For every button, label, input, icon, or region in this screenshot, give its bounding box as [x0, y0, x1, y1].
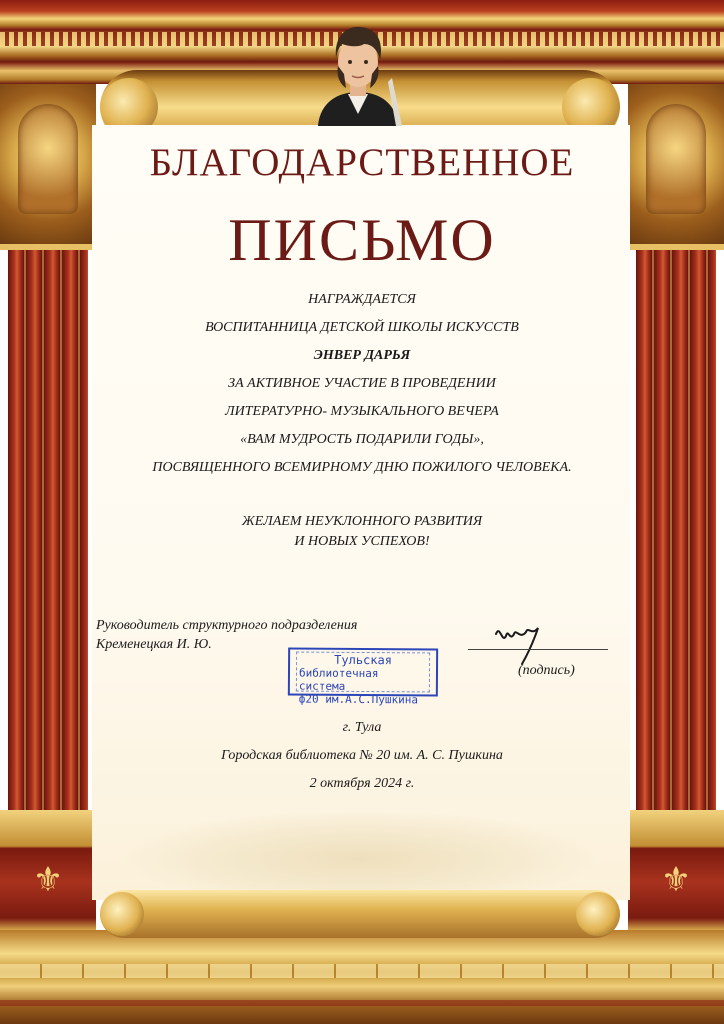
- left-column-shaft: [8, 250, 88, 810]
- left-column-capital: [0, 84, 96, 250]
- stamp-line-2: библиотечная система: [298, 666, 379, 693]
- title-line-2: ПИСЬМО: [228, 207, 496, 273]
- frame-bottom-base: [0, 930, 724, 1024]
- recipient-role: ВОСПИТАННИЦА ДЕТСКОЙ ШКОЛЫ ИСКУССТВ: [205, 320, 519, 335]
- left-column: [0, 84, 96, 934]
- parchment-ornament: [120, 810, 600, 890]
- library-name: Городская библиотека № 20 им. А. С. Пушкина: [221, 748, 503, 763]
- recipient-name: ЭНВЕР ДАРЬЯ: [313, 348, 411, 363]
- wishes-text: [100, 512, 624, 552]
- event-name: «ВАМ МУДРОСТЬ ПОДАРИЛИ ГОДЫ»,: [240, 432, 484, 447]
- signature-line: [468, 649, 608, 650]
- reason-line-2: ЛИТЕРАТУРНО- МУЗЫКАЛЬНОГО ВЕЧЕРА: [225, 404, 499, 419]
- award-text: [100, 286, 624, 482]
- stamp-line-3: ф20 им.А.С.Пушкина: [298, 692, 419, 707]
- wishes-line-1: ЖЕЛАЕМ НЕУКЛОННОГО РАЗВИТИЯ: [241, 514, 483, 529]
- signer-name: Кременецкая И. Ю.: [96, 637, 212, 652]
- stamp-line-1: Тульская: [334, 652, 393, 668]
- fleur-de-lis-icon: ⚜: [32, 860, 64, 900]
- awarded-label: НАГРАЖДАЕТСЯ: [308, 292, 416, 307]
- signature-caption: (подпись): [518, 663, 575, 678]
- pushkin-portrait-icon: [310, 18, 406, 126]
- wishes-line-2: И НОВЫХ УСПЕХОВ!: [294, 534, 430, 549]
- signer-position: Руководитель структурного подразделения: [96, 618, 358, 633]
- reason-line-1: ЗА АКТИВНОЕ УЧАСТИЕ В ПРОВЕДЕНИИ: [228, 376, 496, 391]
- handwritten-signature: [492, 614, 552, 670]
- library-stamp: [288, 647, 438, 707]
- title-line-1: БЛАГОДАРСТВЕННОЕ: [149, 141, 575, 184]
- right-column: [628, 84, 724, 934]
- right-column-capital: [628, 84, 724, 250]
- issue-date: 2 октября 2024 г.: [309, 776, 415, 791]
- scroll-bottom-roll: [100, 890, 620, 938]
- occasion-text: ПОСВЯЩЕННОГО ВСЕМИРНОМУ ДНЮ ПОЖИЛОГО ЧЕЛОВЕКА.: [152, 460, 572, 475]
- city: г. Тула: [342, 720, 382, 735]
- right-column-shaft: [636, 250, 716, 810]
- fleur-de-lis-icon: ⚜: [660, 860, 692, 900]
